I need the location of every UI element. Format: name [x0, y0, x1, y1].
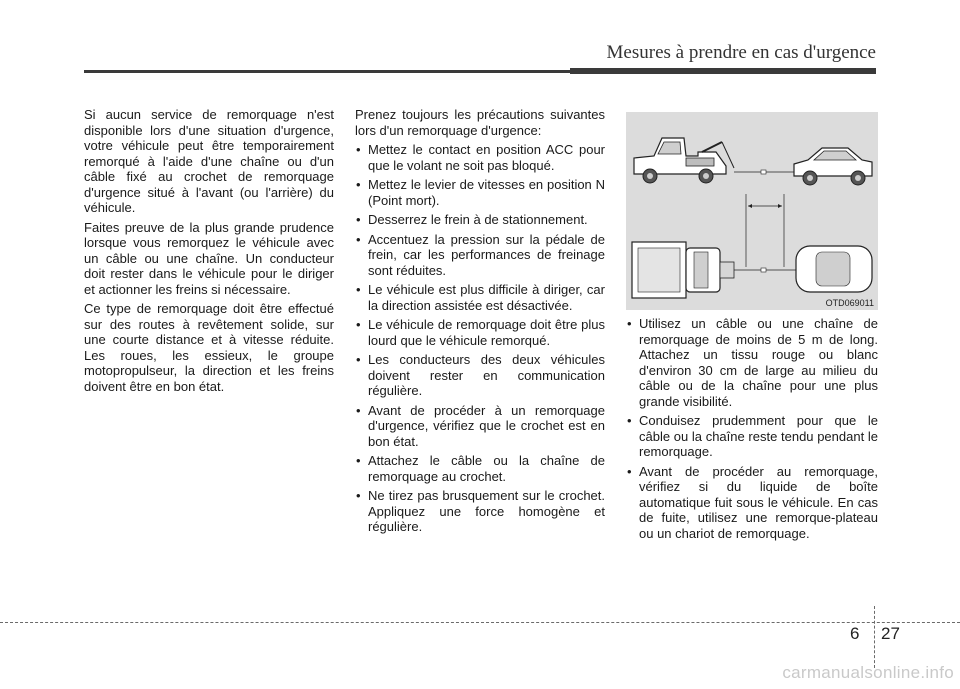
precautions-list: [355, 142, 605, 535]
column-left: [84, 107, 334, 398]
paragraph: Si aucun service de remorquage n'est disponible lors d'une situation d'urgence, votre véhicule peut être temporairement remorqué à l'aide d'une chaîne ou d'un câble fixé au crochet de remorquage d'urgence situé à l'avant (ou l'arrière) du véhicule.: [84, 107, 334, 215]
chapter-number: 6: [850, 624, 860, 643]
towing-illustration: [626, 112, 878, 310]
tow-truck-top-icon: [632, 242, 734, 298]
distance-marker: [746, 194, 784, 267]
list-item: • Mettez le levier de vitesses en position N (Point mort).: [355, 177, 605, 208]
footer-rule: [0, 622, 960, 623]
column-middle: [355, 107, 605, 539]
list-item: • Avant de procéder au remorquage, vérifiez si du liquide de boîte automatique fuit sous le véhicule. En cas de fuite, utilisez une remorque-plateau ou un chariot de remorquage.: [626, 464, 878, 542]
cable-flag-marker: [761, 170, 766, 174]
page-number: 27: [881, 624, 900, 643]
towed-car-side-icon: [794, 148, 872, 185]
towed-car-top-icon: [796, 246, 872, 292]
list-item: • Conduisez prudemment pour que le câble ou la chaîne reste tendu pendant le remorquage.: [626, 413, 878, 460]
list-item: • Accentuez la pression sur la pédale de frein, car les performances de freinage sont réduites.: [355, 232, 605, 279]
list-item: • Le véhicule est plus difficile à diriger, car la direction assistée est désactivée.: [355, 282, 605, 313]
figure-code: OTD069011: [825, 298, 874, 308]
footer-divider: [874, 606, 875, 668]
page-header-title: Mesures à prendre en cas d'urgence: [606, 42, 876, 63]
header-rule: [84, 70, 876, 73]
column-right: [626, 316, 878, 545]
list-item: • Attachez le câble ou la chaîne de remorquage au crochet.: [355, 453, 605, 484]
list-item: • Desserrez le frein à de stationnement.: [355, 212, 605, 228]
list-item: • Avant de procéder à un remorquage d'urgence, vérifiez que le crochet est en bon état.: [355, 403, 605, 450]
list-item: • Le véhicule de remorquage doit être plus lourd que le véhicule remorqué.: [355, 317, 605, 348]
cable-flag-marker-top: [761, 268, 766, 272]
towing-tips-list: [626, 316, 878, 541]
list-item: • Ne tirez pas brusquement sur le crochet. Appliquez une force homogène et régulière.: [355, 488, 605, 535]
paragraph: Faites preuve de la plus grande prudence lorsque vous remorquez le véhicule avec un câble ou une chaîne. Un conducteur doit rester dans le véhicule pour le diriger et actionner les freins si nécessaire.: [84, 219, 334, 297]
list-item: • Mettez le contact en position ACC pour que le volant ne soit pas bloqué.: [355, 142, 605, 173]
tow-truck-side-icon: [634, 138, 734, 183]
list-item: • Les conducteurs des deux véhicules doivent rester en communication régulière.: [355, 352, 605, 399]
list-item: • Utilisez un câble ou une chaîne de remorquage de moins de 5 m de long. Attachez un tissu rouge ou blanc d'environ 30 cm de large au milieu du câble ou de la chaîne pour une plus grande visibilité.: [626, 316, 878, 409]
towing-illustration-svg: [626, 112, 878, 310]
paragraph-intro: Prenez toujours les précautions suivantes lors d'un remorquage d'urgence:: [355, 107, 605, 138]
paragraph: Ce type de remorquage doit être effectué sur des routes à revêtement solide, sur une courte distance et à vitesse réduite. Les roues, les essieux, le groupe motopropulseur, la direction et les freins doivent être en bon état.: [84, 301, 334, 394]
watermark-text: carmanualsonline.info: [782, 663, 954, 682]
